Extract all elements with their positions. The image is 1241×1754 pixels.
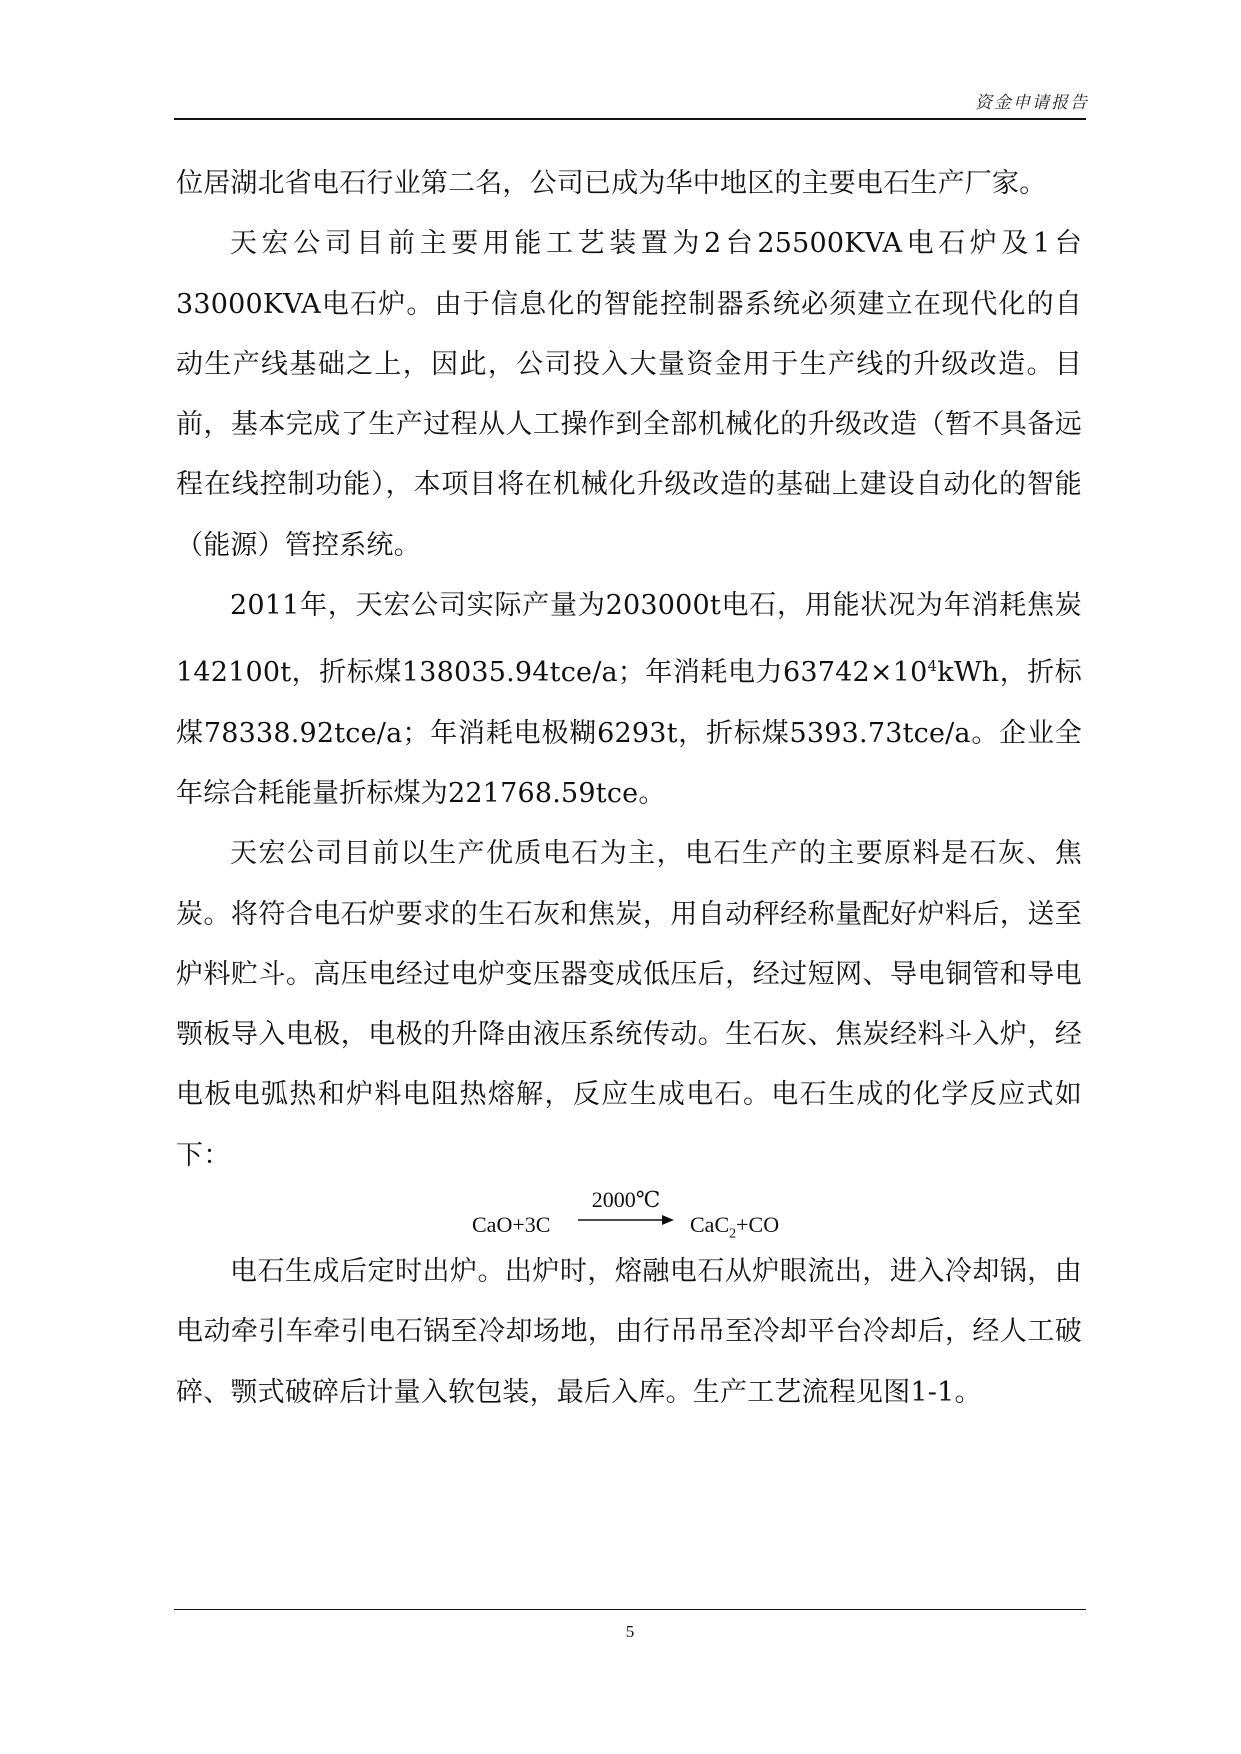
energy-text-before: 2011年，天宏公司实际产量为203000t电石，用能状况为年消耗焦炭142100t，折标煤138035.94tce/a；年消耗电力63742×10 (176, 590, 1082, 689)
equation-products (690, 1212, 779, 1242)
equation-reactants: CaO+3C (472, 1212, 551, 1238)
paragraph-continuation: 位居湖北省电石行业第二名，公司已成为华中地区的主要电石生产厂家。 (176, 168, 1047, 199)
equation-condition: 2000℃ (591, 1187, 661, 1213)
equation-product-subscript: 2 (729, 1226, 737, 1242)
page-number: 5 (625, 1622, 635, 1641)
energy-exponent: 4 (927, 657, 938, 676)
header-divider (174, 118, 1086, 120)
paragraph-equipment: 天宏公司目前主要用能工艺装置为2台25500KVA电石炉及1台33000KVA电石炉。由于信息化的智能控制器系统必须建立在现代化的自动生产线基础之上，因此，公司投入大量资金用于生产线的升级改造。目前，基本完成了生产过程从人工操作到全部机械化的升级改造（暂不具备远程在线控制功能），本项目将在机械化升级改造的基础上建设自动化的智能（能源）管控系统。 (176, 228, 1082, 561)
footer-divider (174, 1609, 1086, 1610)
document-body (176, 154, 1082, 1423)
equation-arrow (578, 1188, 674, 1226)
chemical-equation (176, 1186, 1082, 1242)
equation-product-main: CaC (690, 1212, 730, 1238)
header-title: 资金申请报告 (975, 93, 1089, 113)
paragraph-output: 电石生成后定时出炉。出炉时，熔融电石从炉眼流出，进入冷却锅，由电动牵引车牵引电石锅至冷却场地，由行吊吊至冷却平台冷却后，经人工破碎、颚式破碎后计量入软包装，最后入库。生产工艺流程见图1-1。 (176, 1256, 1082, 1408)
equation-product-tail: +CO (736, 1212, 780, 1238)
paragraph-process: 天宏公司目前以生产优质电石为主，电石生产的主要原料是石灰、焦炭。将符合电石炉要求的生石灰和焦炭，用自动秤经称量配好炉料后，送至炉料贮斗。高压电经过电炉变压器变成低压后，经过短网、导电铜管和导电颚板导入电极，电极的升降由液压系统传动。生石灰、焦炭经料斗入炉，经电板电弧热和炉料电阻热熔解，反应生成电石。电石生成的化学反应式如下： (176, 838, 1082, 1171)
energy-text-after: kWh，折标煤78338.92tce/a；年消耗电极糊6293t，折标煤5393.73tce/a。企业全年综合耗能量折标煤为221768.59tce。 (176, 657, 1082, 809)
reaction-arrow-icon (578, 1214, 674, 1226)
paragraph-energy-consumption (176, 576, 1082, 824)
